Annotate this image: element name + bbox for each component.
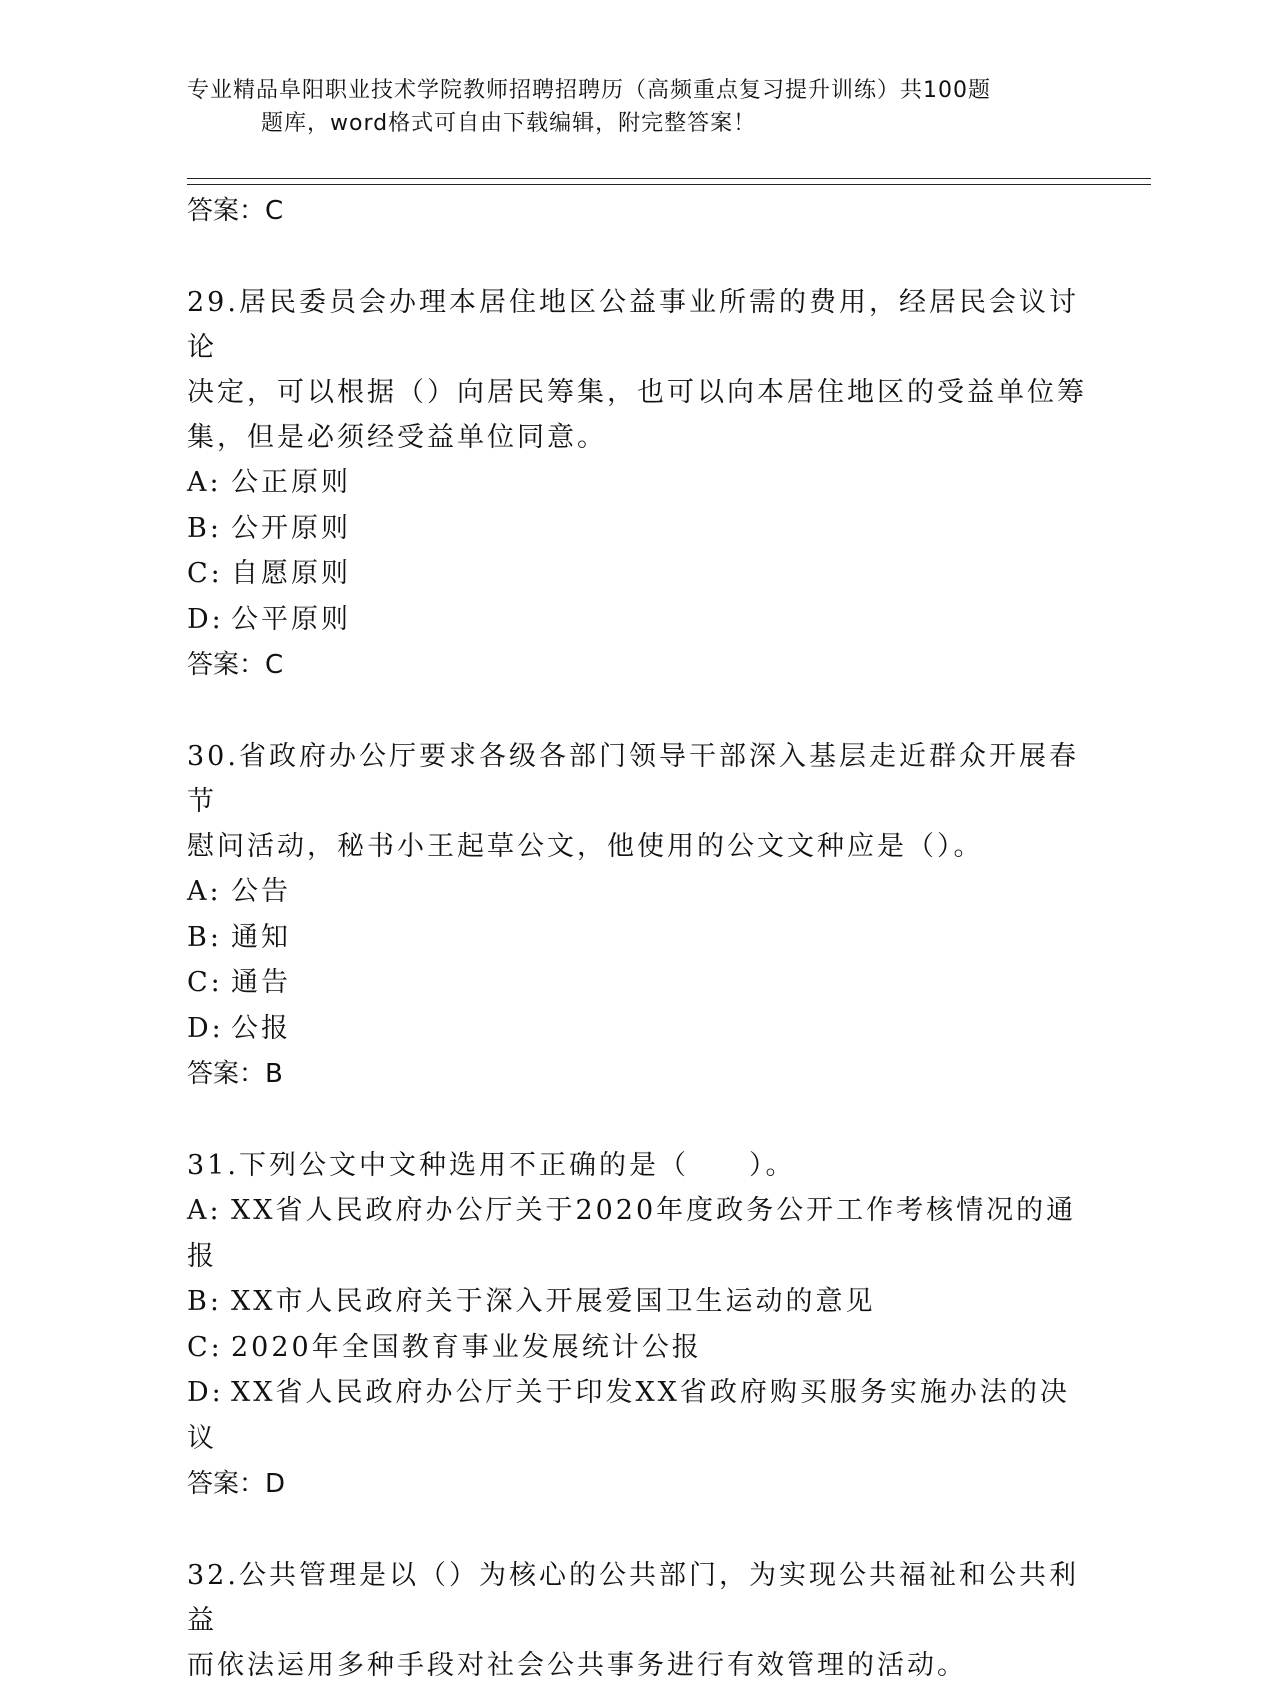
option-letter: C:	[187, 1331, 223, 1363]
header-divider-top	[187, 178, 1151, 179]
option-d	[187, 1006, 1087, 1052]
question-32	[187, 1553, 1087, 1688]
option-b	[187, 915, 1087, 961]
option-letter: B:	[187, 921, 222, 953]
option-text: 公平原则	[231, 603, 351, 635]
header-title-line1: 专业精品阜阳职业技术学院教师招聘招聘历（高频重点复习提升训练）共100题	[187, 78, 991, 103]
option-letter: D:	[187, 1012, 224, 1044]
option-letter: A:	[187, 467, 222, 498]
option-letter: B:	[187, 1286, 222, 1317]
question-stem-line: 31.下列公文中文种选用不正确的是（ ）。	[187, 1150, 796, 1181]
option-letter: A:	[187, 1195, 222, 1226]
option-a	[187, 1188, 1087, 1279]
answer-line: 答案：C	[187, 196, 284, 226]
option-letter: A:	[187, 876, 222, 907]
option-text: 公告	[231, 876, 291, 907]
option-text: XX省人民政府办公厅关于2020年度政务公开工作考核情况的通报	[187, 1195, 1077, 1272]
option-d	[187, 597, 1087, 643]
spacer	[187, 1507, 1087, 1553]
question-stem-line: 决定，可以根据（）向居民筹集，也可以向本居住地区的受益单位筹	[187, 377, 1087, 408]
answer-line: 答案：C	[187, 650, 284, 680]
question-stem-line: 慰问活动，秘书小王起草公文，他使用的公文文种应是（）。	[187, 831, 984, 862]
header-divider-bottom	[187, 184, 1151, 185]
option-text: 公正原则	[231, 467, 351, 498]
question-30	[187, 734, 1087, 1097]
spacer	[187, 1097, 1087, 1143]
header-title-line2: 题库，word格式可自由下载编辑，附完整答案！	[261, 111, 757, 136]
answer-line: 答案：B	[187, 1059, 283, 1089]
option-letter: D:	[187, 603, 224, 635]
question-29	[187, 280, 1087, 688]
option-text: 通告	[231, 967, 291, 998]
spacer	[187, 234, 1087, 280]
question-stem-line: 集，但是必须经受益单位同意。	[187, 422, 607, 453]
question-31	[187, 1143, 1087, 1507]
option-a	[187, 869, 1087, 915]
spacer	[187, 688, 1087, 734]
option-text: 公报	[231, 1012, 291, 1044]
question-stem-line: 而依法运用多种手段对社会公共事务进行有效管理的活动。	[187, 1650, 967, 1681]
option-b	[187, 506, 1087, 552]
option-letter: C:	[187, 558, 223, 589]
option-text: 自愿原则	[231, 558, 351, 589]
question-stem-line: 32.公共管理是以（）为核心的公共部门，为实现公共福祉和公共利益	[187, 1560, 1079, 1636]
option-c	[187, 960, 1087, 1006]
question-stem-line: 30.省政府办公厅要求各级各部门领导干部深入基层走近群众开展春节	[187, 741, 1079, 817]
option-letter: B:	[187, 512, 222, 544]
answer-line: 答案：D	[187, 1469, 286, 1499]
option-c	[187, 1325, 1087, 1371]
option-text: 2020年全国教育事业发展统计公报	[231, 1331, 702, 1363]
option-text: XX省人民政府办公厅关于印发XX省政府购买服务实施办法的决议	[187, 1377, 1070, 1454]
option-text: XX市人民政府关于深入开展爱国卫生运动的意见	[231, 1286, 876, 1317]
option-d	[187, 1370, 1087, 1461]
option-c	[187, 551, 1087, 597]
option-text: 通知	[231, 921, 291, 953]
question-stem-line: 29.居民委员会办理本居住地区公益事业所需的费用，经居民会议讨论	[187, 287, 1079, 363]
option-a	[187, 460, 1087, 506]
page-header	[187, 74, 1067, 140]
option-letter: D:	[187, 1377, 224, 1408]
question-list	[187, 188, 1087, 1688]
option-b	[187, 1279, 1087, 1325]
option-text: 公开原则	[231, 512, 351, 544]
option-letter: C:	[187, 967, 223, 998]
